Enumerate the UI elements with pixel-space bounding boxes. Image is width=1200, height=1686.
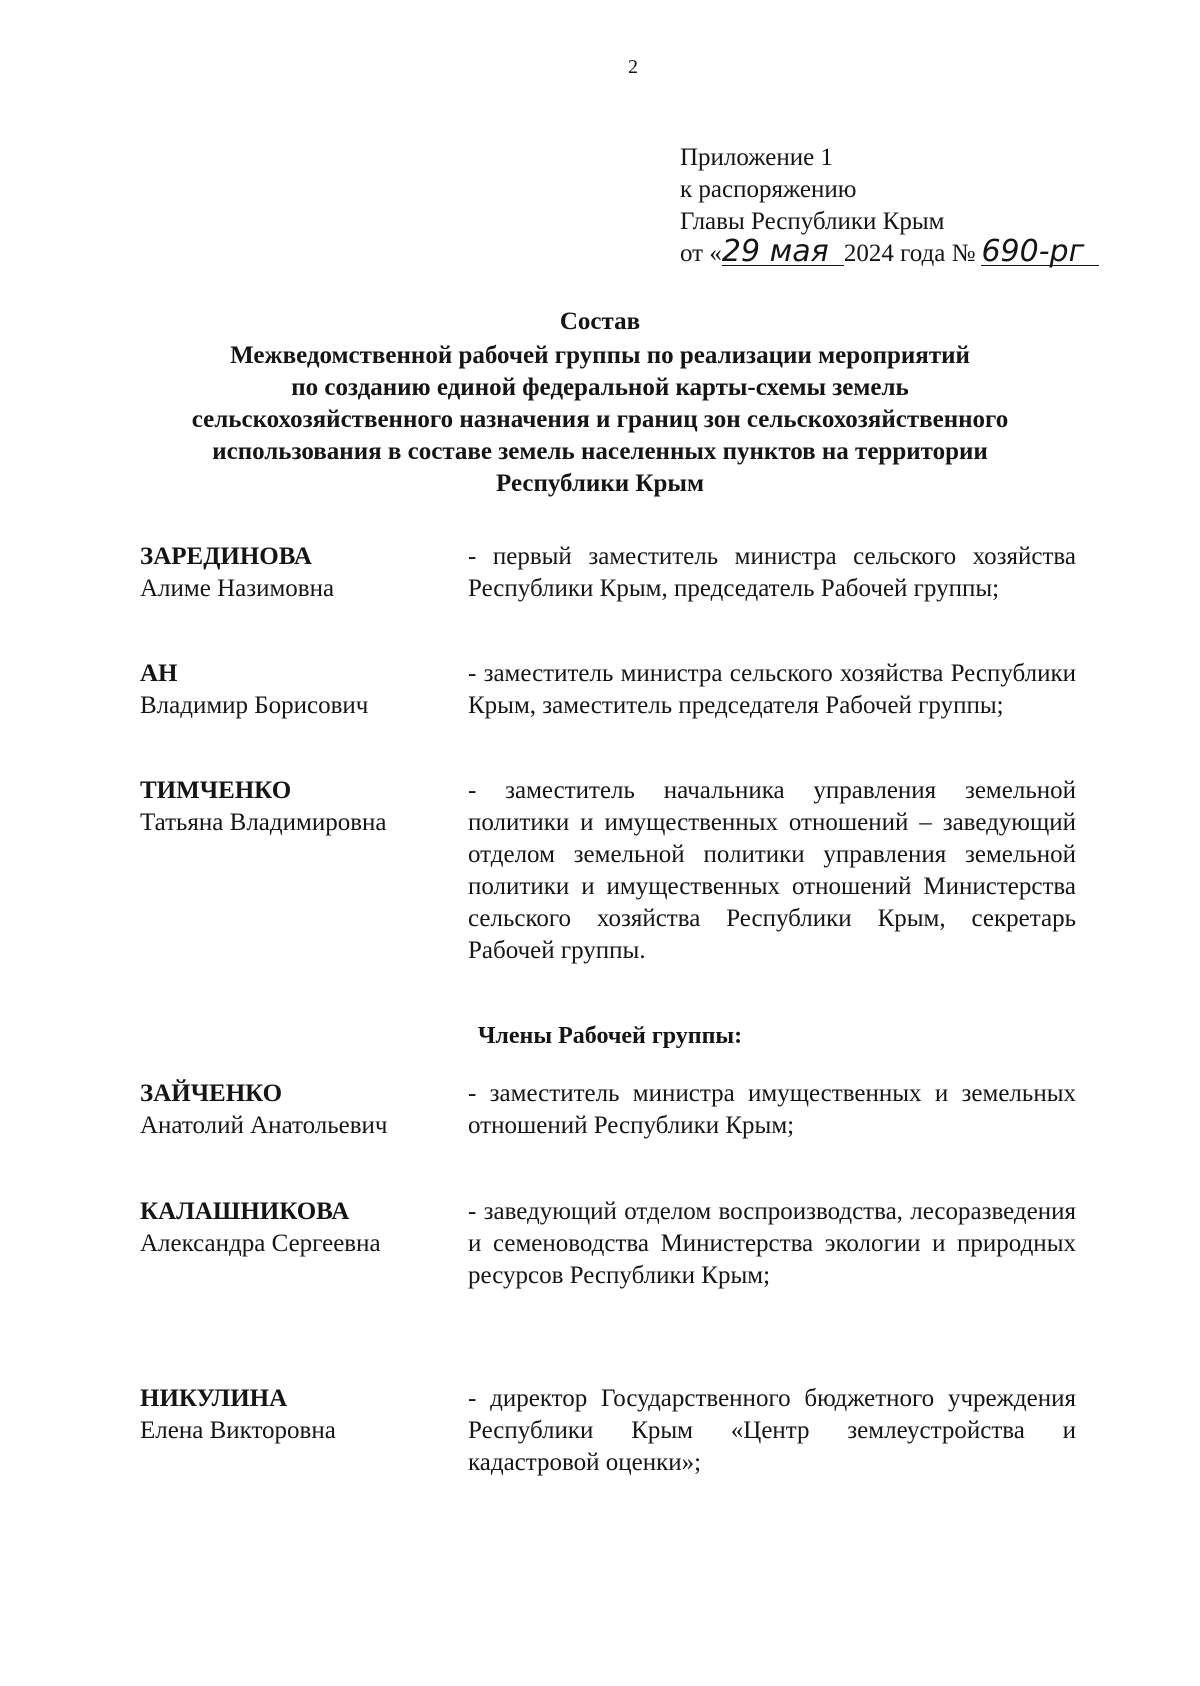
member-role: - заведующий отделом воспроизводства, лесоразведения и семеноводства Министерства экологии и природных ресурсов Республики Крым; [468,1198,1076,1289]
member-role: - заместитель начальника управления земельной политики и имущественных отношений – заведующий отделом земельной политики управления земельной политики и имущественных отношений Министерства сельского хозяйства Республики Крым, секретарь Рабочей группы. [468,777,1076,964]
member-given-name: Владимир Борисович [140,692,369,719]
appendix-date-line [680,234,1140,270]
title-heading: Состав [559,308,641,335]
member-given-name: Татьяна Владимировна [140,809,387,836]
member-surname: НИКУЛИНА [140,1385,288,1412]
member-name [140,658,460,722]
document-title [120,306,1080,500]
appendix-header [680,142,1140,270]
title-line: Республики Крым [496,470,704,497]
member-name [140,541,460,605]
member-role: - заместитель министра имущественных и земельных отношений Республики Крым; [468,1080,1076,1139]
member-name [140,1078,460,1142]
member-name [140,1196,460,1260]
title-line: использования в составе земель населенных пунктов на территории [212,438,988,465]
member-surname: ЗАЙЧЕНКО [140,1080,283,1107]
handwritten-number: 690-рг [981,239,1099,266]
member-role: - первый заместитель министра сельского хозяйства Республики Крым, председатель Рабочей группы; [468,543,1076,602]
title-line: Межведомственной рабочей группы по реализации мероприятий [230,342,970,369]
members-heading: Члены Рабочей группы: [477,1023,743,1049]
member-name [140,775,460,839]
member-given-name: Алиме Назимовна [140,575,335,602]
date-suffix: 2024 года № [843,240,976,267]
appendix-line-1: Приложение 1 [680,144,833,171]
appendix-line-2: к распоряжению [680,176,857,203]
member-surname: АН [140,660,178,687]
member-surname: ЗАРЕДИНОВА [140,543,312,570]
member-role: - директор Государственного бюджетного учреждения Республики Крым «Центр землеустройства и кадастровой оценки»; [468,1385,1076,1476]
appendix-line-3: Главы Республики Крым [680,208,945,235]
member-given-name: Елена Викторовна [140,1417,336,1444]
member-given-name: Александра Сергеевна [140,1230,381,1257]
handwritten-date: 29 мая [722,239,844,266]
member-name [140,1383,460,1447]
member-surname: ТИМЧЕНКО [140,777,292,804]
title-line: по созданию единой федеральной карты-схемы земель [291,374,909,401]
title-line: сельскохозяйственного назначения и границ зон сельскохозяйственного [191,406,1009,433]
date-prefix: от « [680,240,722,267]
member-surname: КАЛАШНИКОВА [140,1198,350,1225]
member-role: - заместитель министра сельского хозяйства Республики Крым, заместитель председателя Рабочей группы; [468,660,1076,719]
member-given-name: Анатолий Анатольевич [140,1112,388,1139]
page-number: 2 [628,56,638,78]
